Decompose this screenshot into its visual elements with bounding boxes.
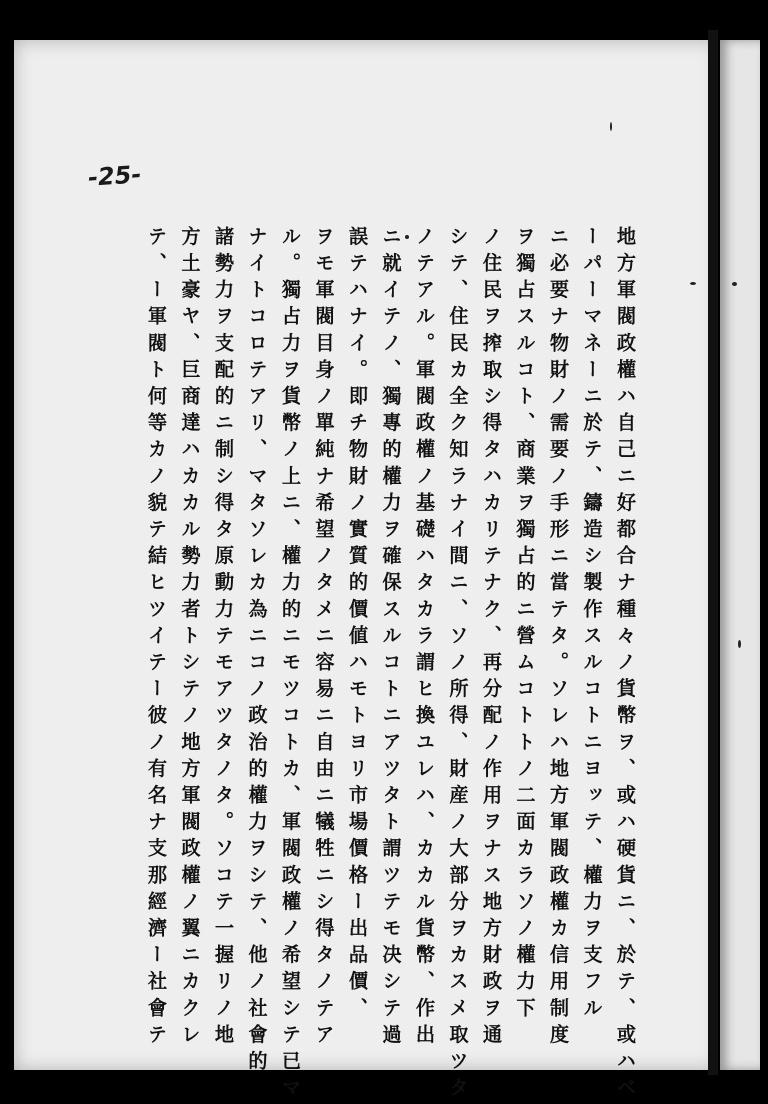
text-column: シテ、住民カ全ク知ラナイ間ニ、ソノ所得、財産ノ大部分ヲカスメ取ツタ	[446, 226, 470, 1104]
paper-speck	[405, 235, 409, 239]
page-number: -25-	[87, 160, 143, 192]
text-column: ル。獨占力ヲ貨幣ノ上ニ、權力的ニモツコトカ、軍閥政權ノ希望シテ已マ	[279, 226, 302, 1104]
text-column: ヲ獨占スルコト、商業ヲ獨占的ニ營ムコトトノ二面カラソノ權力下	[513, 226, 537, 1024]
vertical-text-body	[106, 226, 642, 1104]
text-column: ヲモ軍閥目身ノ單純ナ希望ノタメニ容易ニ自由ニ犠牲ニシ得タノテア	[312, 226, 336, 1051]
text-column: ーパーマネーニ於テ、鑄造シ製作スルコトニヨッテ、權力ヲ支フル	[580, 226, 604, 1024]
text-column: 地方軍閥政權ハ自己ニ好都合ナ種々ノ貨幣ヲ、或ハ硬貨ニ、於テ、或ハベ	[614, 226, 637, 1104]
text-column: ナイトコロテアリ、マタソレカ為ニコノ政治的權力ヲシテ、他ノ社會的	[245, 226, 269, 1078]
paper-speck	[690, 282, 696, 285]
paper-speck	[732, 282, 737, 286]
paper-speck	[738, 640, 741, 648]
text-column: 方土豪ヤ、巨商達ハカカル勢力者トシテノ地方軍閥政權ノ翼ニカクレ	[178, 226, 202, 1051]
text-column: ノテアル。軍閥政權ノ基礎ハタカラ謂ヒ換ユレハ、カカル貨幣、作出	[413, 226, 436, 1051]
text-column: テ、ー軍閥ト何等カノ貌テ結ヒツイテー彼ノ有名ナ支那經濟ー社會テ	[145, 226, 168, 1051]
text-column: ニ就イテノ、獨專的權力ヲ確保スルコトニアツタト謂ツテモ决シテ過	[379, 226, 403, 1051]
adjacent-page-strip	[720, 40, 760, 1070]
text-column: 諸勢力ヲ支配的ニ制シ得タ原動力テモアツタノタ。ソコテ一握リノ地	[212, 226, 235, 1051]
page-binding-edge	[708, 30, 718, 1075]
text-column: ニ必要ナ物財ノ需要ノ手形ニ當テタ。ソレハ地方軍閥政權カ信用制度	[547, 226, 570, 1051]
text-column: 誤テハナイ。即チ物財ノ實質的價値ハモトヨリ市場價格ー出品價、	[346, 226, 369, 1024]
paper-speck	[610, 122, 612, 131]
text-column: ノ住民ヲ搾取シ得タハカリテナク、再分配ノ作用ヲナス地方財政ヲ通	[480, 226, 503, 1051]
